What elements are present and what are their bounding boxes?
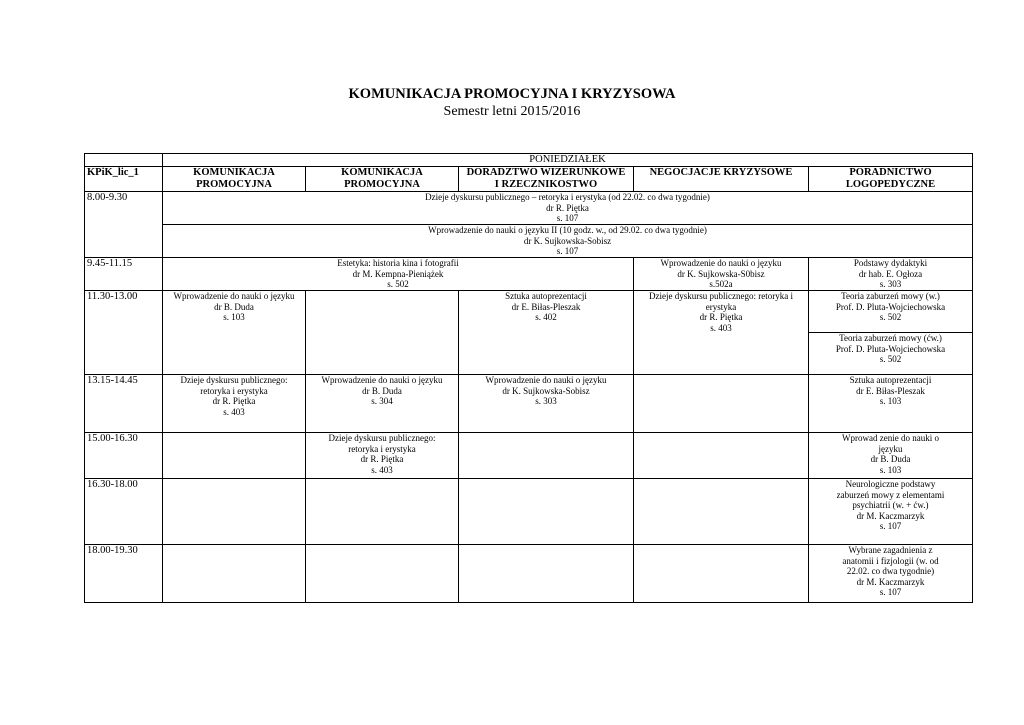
time-row xyxy=(85,192,973,225)
class-cell: Teoria zaburzeń mowy (ćw.) Prof. D. Pluta-Wojciechowska s. 502 xyxy=(809,333,973,375)
class-cell: Wprowadzenie do nauki o języku dr B. Duda s. 304 xyxy=(306,375,459,433)
empty-cell xyxy=(306,545,459,603)
time-row xyxy=(85,258,973,291)
class-cell: Wprowadzenie do nauki o języku II (10 godz. w., od 29.02. co dwa tygodnie) dr K. Sujkowska-Sobisz s. 107 xyxy=(163,225,973,258)
time-label: 11.30-13.00 xyxy=(85,291,163,375)
column-header: KOMUNIKACJA PROMOCYJNA xyxy=(306,167,459,192)
class-cell: Dzieje dyskursu publicznego: retoryka i erystyka dr R. Piętka s. 403 xyxy=(634,291,809,375)
empty-cell xyxy=(163,433,306,479)
time-row xyxy=(85,433,973,479)
empty-cell xyxy=(634,433,809,479)
time-label: 13.15-14.45 xyxy=(85,375,163,433)
empty-cell xyxy=(634,545,809,603)
column-header: DORADZTWO WIZERUNKOWE I RZECZNIKOSTWO xyxy=(459,167,634,192)
class-cell: Dzieje dyskursu publicznego – retoryka i erystyka (od 22.02. co dwa tygodnie) dr R. Piętka s. 107 xyxy=(163,192,973,225)
time-label: 15.00-16.30 xyxy=(85,433,163,479)
empty-cell xyxy=(459,433,634,479)
class-cell: Wybrane zagadnienia z anatomii i fizjologii (w. od 22.02. co dwa tygodnie) dr M. Kaczmarzyk s. 107 xyxy=(809,545,973,603)
class-cell: Neurologiczne podstawy zaburzeń mowy z elementami psychiatrii (w. + ćw.) dr M. Kaczmarzyk s. 107 xyxy=(809,479,973,545)
time-row xyxy=(85,225,973,258)
schedule-table xyxy=(84,153,973,603)
class-cell: Teoria zaburzeń mowy (w.) Prof. D. Pluta-Wojciechowska s. 502 xyxy=(809,291,973,333)
empty-cell xyxy=(306,291,459,375)
column-header-row xyxy=(85,167,973,192)
column-header: KOMUNIKACJA PROMOCYJNA xyxy=(163,167,306,192)
class-cell: Wprowad zenie do nauki o języku dr B. Duda s. 103 xyxy=(809,433,973,479)
class-cell: Sztuka autoprezentacji dr E. Biłas-Pleszak s. 103 xyxy=(809,375,973,433)
time-label: 9.45-11.15 xyxy=(85,258,163,291)
time-row xyxy=(85,479,973,545)
class-cell: Dzieje dyskursu publicznego: retoryka i erystyka dr R. Piętka s. 403 xyxy=(306,433,459,479)
class-cell: Dzieje dyskursu publicznego: retoryka i erystyka dr R. Piętka s. 403 xyxy=(163,375,306,433)
class-cell: Sztuka autoprezentacji dr E. Biłas-Pleszak s. 402 xyxy=(459,291,634,375)
empty-cell xyxy=(163,479,306,545)
time-label: 18.00-19.30 xyxy=(85,545,163,603)
class-cell: Estetyka: historia kina i fotografii dr M. Kempna-Pieniążek s. 502 xyxy=(163,258,634,291)
class-cell: Wprowadzenie do nauki o języku dr K. Sujkowska-S0bisz s.502a xyxy=(634,258,809,291)
empty-cell xyxy=(459,479,634,545)
column-header: NEGOCJACJE KRYZYSOWE xyxy=(634,167,809,192)
empty-cell xyxy=(163,545,306,603)
column-header: PORADNICTWO LOGOPEDYCZNE xyxy=(809,167,973,192)
empty-cell xyxy=(459,545,634,603)
day-label: PONIEDZIAŁEK xyxy=(163,154,973,167)
time-label: 8.00-9.30 xyxy=(85,192,163,258)
class-cell: Wprowadzenie do nauki o języku dr B. Duda s. 103 xyxy=(163,291,306,375)
time-label: 16.30-18.00 xyxy=(85,479,163,545)
blank-corner xyxy=(85,154,163,167)
empty-cell xyxy=(634,479,809,545)
class-cell: Podstawy dydaktyki dr hab. E. Ogłoza s. 303 xyxy=(809,258,973,291)
time-row xyxy=(85,291,973,333)
time-row xyxy=(85,545,973,603)
day-header-row xyxy=(85,154,973,167)
document-subtitle: Semestr letni 2015/2016 xyxy=(443,104,581,119)
document-title: KOMUNIKACJA PROMOCYJNA I KRYZYSOWA xyxy=(348,86,676,102)
empty-cell xyxy=(634,375,809,433)
time-row xyxy=(85,375,973,433)
group-label: KPiK_lic_1 xyxy=(85,167,163,192)
class-cell: Wprowadzenie do nauki o języku dr K. Sujkowska-Sobisz s. 303 xyxy=(459,375,634,433)
empty-cell xyxy=(306,479,459,545)
